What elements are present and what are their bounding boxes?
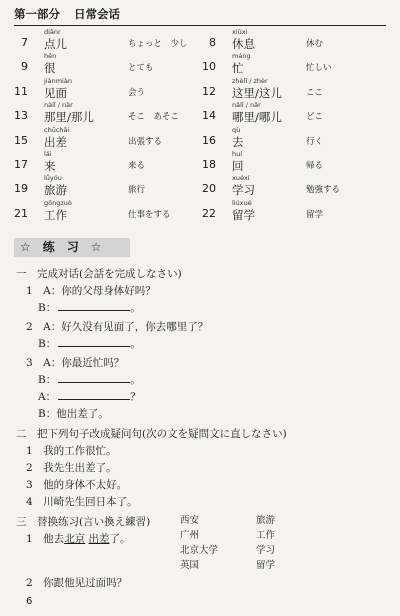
vocab-row [0, 199, 400, 223]
substitution-place: 广州 [180, 530, 200, 541]
s1-q2-a: 2 A：好久没有见面了，你去哪里了？ [26, 321, 209, 333]
substitution-activity: 留学 [256, 560, 276, 571]
vocab-hanzi: 很 [44, 61, 56, 76]
vocab-hanzi: 哪里/哪儿 [232, 110, 282, 125]
vocab-japanese: 会う [128, 87, 146, 98]
substitution-place: 西安 [180, 515, 200, 526]
vocab-number: 14 [202, 109, 216, 123]
vocabulary-list [0, 28, 400, 223]
answer-blank[interactable] [58, 301, 130, 311]
vocab-hanzi: 旅游 [44, 183, 67, 198]
substitution-activity: 工作 [256, 530, 276, 541]
s2-item-1: 1 我的工作很忙。 [26, 445, 117, 457]
vocab-row [0, 150, 400, 174]
vocab-hanzi: 回 [232, 158, 244, 173]
vocab-pinyin: hěn [44, 52, 57, 61]
s2-item-4: 4 川崎先生回日本了。 [26, 496, 138, 508]
vocab-pinyin: lǚyóu [44, 174, 62, 183]
vocab-pinyin: xiūxi [232, 28, 248, 36]
chapter-title: 日常会话 [74, 7, 121, 21]
vocab-hanzi: 留学 [232, 207, 255, 222]
vocab-number: 20 [202, 182, 216, 196]
vocab-japanese: 休む [306, 39, 324, 49]
vocab-hanzi: 学习 [232, 183, 255, 198]
vocab-japanese: ここ [306, 87, 324, 98]
vocab-hanzi: 那里/那儿 [44, 110, 94, 125]
vocab-pinyin: zhèlǐ / zhèr [232, 76, 268, 85]
vocab-pinyin: nàlǐ / nàr [44, 101, 73, 110]
s3-item-1: 1 他去北京 出差了。 [26, 533, 131, 545]
vocab-number: 7 [21, 36, 28, 49]
vocab-row [0, 101, 400, 125]
vocab-pinyin: huí [232, 149, 243, 158]
vocab-hanzi: 见面 [44, 85, 67, 100]
vocab-pinyin: máng [232, 52, 251, 61]
s2-item-2: 2 我先生出差了。 [26, 462, 117, 474]
vocab-number: 10 [202, 60, 216, 74]
vocab-number: 19 [14, 182, 28, 196]
part-label: 第一部分 [14, 7, 60, 21]
section-1-heading: 一 完成对话(会話を完成しなさい) [16, 268, 182, 280]
vocab-row [0, 174, 400, 198]
vocab-pinyin: xuéxí [232, 174, 250, 183]
vocab-number: 12 [202, 84, 216, 98]
substitution-activity: 学习 [256, 545, 276, 556]
vocab-number: 15 [14, 133, 28, 147]
vocab-japanese: ちょっと 少し [128, 39, 188, 49]
vocab-hanzi: 来 [44, 158, 56, 173]
s1-q2-b: B： 。 [38, 338, 141, 350]
s2-item-3: 3 他的身体不太好。 [26, 479, 128, 491]
vocab-number: 16 [202, 133, 216, 147]
vocab-pinyin: jiànmiàn [44, 76, 72, 85]
vocab-pinyin: diǎnr [44, 28, 61, 36]
vocab-row [0, 52, 400, 76]
vocab-number: 8 [209, 36, 216, 49]
vocab-pinyin: gōngzuò [44, 198, 72, 207]
vocab-pinyin: liúxué [232, 198, 252, 207]
practice-title: ☆ 练 习 ☆ [14, 238, 130, 257]
s1-q3-b: B： 。 [38, 374, 141, 386]
vocab-number: 11 [14, 84, 28, 98]
s1-q1-a: 1 A：你的父母身体好吗？ [26, 285, 156, 297]
substitution-activity: 旅游 [256, 515, 276, 526]
vocab-hanzi: 去 [232, 134, 244, 149]
substitution-place: 北京大学 [180, 545, 219, 556]
vocab-japanese: とても [128, 63, 154, 74]
answer-blank[interactable] [58, 337, 130, 347]
vocab-japanese: 忙しい [306, 63, 332, 74]
vocab-row [0, 77, 400, 101]
vocab-hanzi: 休息 [232, 37, 255, 51]
section-3-heading: 三 替换练习(言い換え練習) [16, 516, 151, 528]
vocab-hanzi: 工作 [44, 207, 67, 222]
vocab-row [0, 126, 400, 150]
section-2-heading: 二 把下列句子改成疑问句(次の文を疑問文に直しなさい) [16, 428, 287, 440]
vocab-hanzi: 出差 [44, 134, 67, 149]
s1-q3-a: 3 A：你最近忙吗？ [26, 357, 125, 369]
vocab-japanese: 留学 [306, 209, 324, 220]
vocab-pinyin: chūchāi [44, 125, 70, 134]
vocab-japanese: 旅行 [128, 185, 146, 196]
vocab-japanese: 出張する [128, 136, 163, 147]
vocab-number: 9 [21, 60, 28, 74]
vocab-hanzi: 这里/这儿 [232, 85, 282, 100]
vocab-japanese: そこ あそこ [128, 112, 180, 123]
vocab-pinyin: lái [44, 149, 52, 158]
vocab-japanese: 仕事をする [128, 209, 171, 220]
s1-q1-b: B： 。 [38, 302, 141, 314]
answer-blank[interactable] [58, 373, 130, 383]
vocab-number: 17 [14, 157, 28, 171]
substitution-place: 英国 [180, 560, 200, 571]
s1-q3-c: A： ？ [38, 391, 141, 403]
vocab-japanese: 帰る [306, 160, 324, 171]
vocab-pinyin: nǎlǐ / nǎr [232, 101, 261, 110]
vocab-number: 18 [202, 157, 216, 171]
vocab-japanese: 勉強する [306, 185, 341, 196]
vocab-number: 13 [14, 109, 28, 123]
vocab-japanese: 行く [306, 136, 324, 147]
vocab-japanese: 来る [128, 160, 146, 171]
page-header [14, 6, 386, 26]
vocab-number: 22 [202, 206, 216, 220]
page-number: 6 [26, 596, 33, 607]
vocab-hanzi: 点儿 [44, 37, 67, 51]
vocab-hanzi: 忙 [232, 61, 244, 76]
vocab-pinyin: qù [232, 125, 241, 134]
s1-q3-d: B：他出差了。 [38, 408, 109, 420]
vocab-number: 21 [14, 206, 28, 220]
s3-item-2: 2 你跟他见过面吗？ [26, 577, 128, 589]
vocab-row [0, 28, 400, 52]
vocab-japanese: どこ [306, 112, 324, 123]
answer-blank[interactable] [58, 390, 130, 400]
